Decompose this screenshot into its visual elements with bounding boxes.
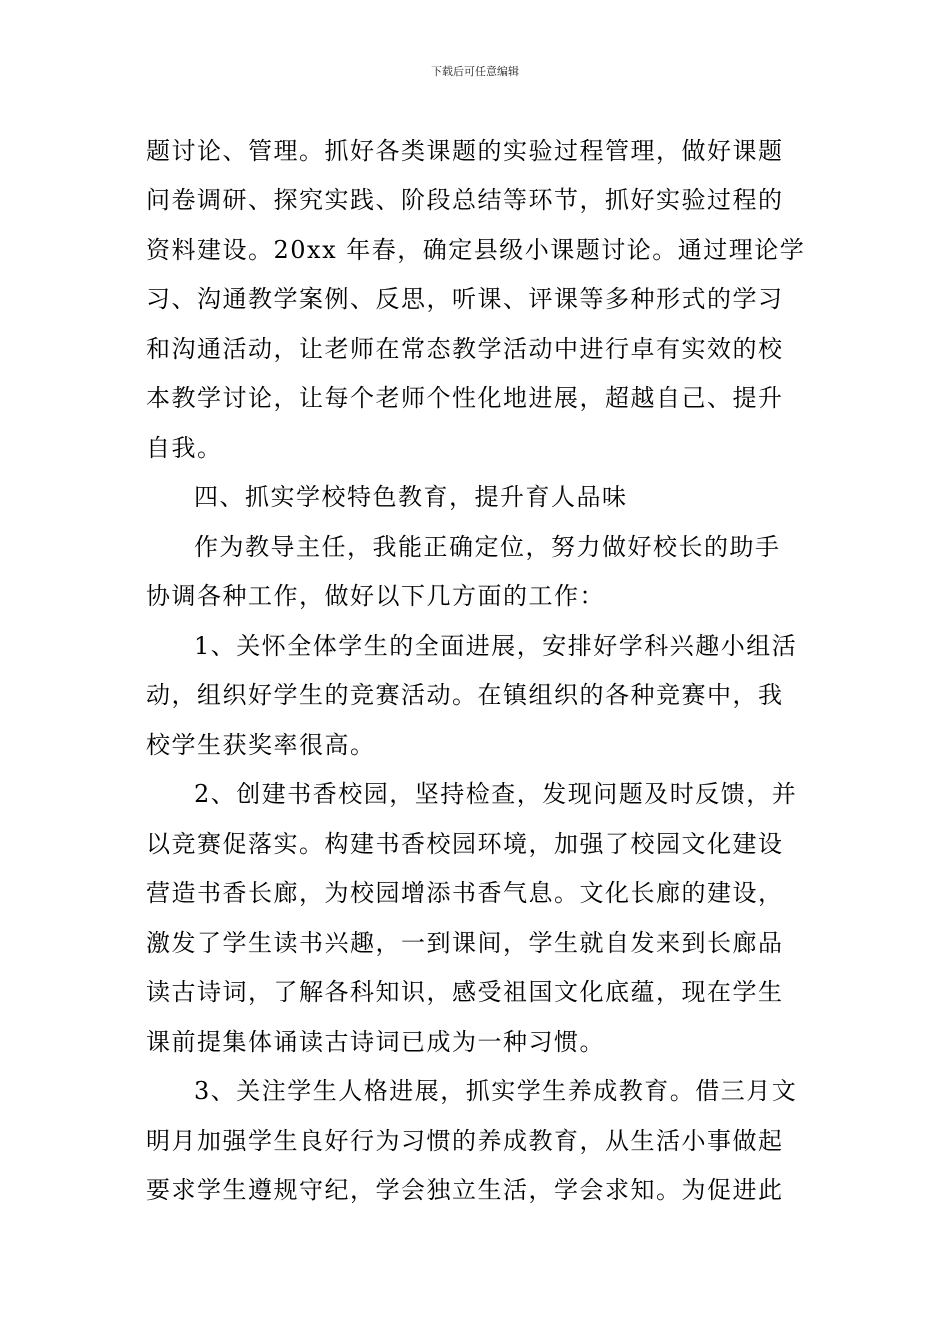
text-line: 要求学生遵规守纪，学会独立生活，学会求知。为促进此	[146, 1176, 784, 1204]
text-line: 协调各种工作，做好以下几方面的工作：	[146, 582, 605, 610]
text-line: 营造书香长廊，为校园增添书香气息。文化长廊的建设，	[146, 879, 784, 907]
text-line: 动，组织好学生的竞赛活动。在镇组织的各种竞赛中，我	[146, 681, 784, 709]
text-line: 课前提集体诵读古诗词已成为一种习惯。	[146, 1028, 605, 1056]
page-header: 下载后可任意编辑	[431, 65, 519, 78]
text-line: 和沟通活动，让老师在常态教学活动中进行卓有实效的校	[146, 335, 784, 363]
text-line: 习、沟通教学案例、反思，听课、评课等多种形式的学习	[146, 285, 784, 313]
text-line: 题讨论、管理。抓好各类课题的实验过程管理，做好课题	[146, 137, 784, 165]
text-line: 激发了学生读书兴趣，一到课间，学生就自发来到长廊品	[146, 929, 784, 957]
text-line: 1、关怀全体学生的全面进展，安排好学科兴趣小组活	[194, 632, 798, 660]
text-line: 3、关注学生人格进展，抓实学生养成教育。借三月文	[194, 1077, 798, 1105]
text-line: 2、创建书香校园，坚持检查，发现问题及时反馈，并	[194, 780, 798, 808]
text-line: 本教学讨论，让每个老师个性化地进展，超越自己、提升	[146, 384, 784, 412]
text-line: 自我。	[146, 434, 223, 462]
text-line: 以竞赛促落实。构建书香校园环境，加强了校园文化建设	[146, 830, 784, 858]
text-line: 明月加强学生良好行为习惯的养成教育，从生活小事做起	[146, 1127, 784, 1155]
section-heading: 四、抓实学校特色教育，提升育人品味	[194, 483, 628, 511]
text-line: 问卷调研、探究实践、阶段总结等环节，抓好实验过程的	[146, 186, 784, 214]
text-line: 资料建设。20xx 年春，确定县级小课题讨论。通过理论学	[146, 236, 806, 264]
text-line: 校学生获奖率很高。	[146, 731, 376, 759]
text-line: 作为教导主任，我能正确定位，努力做好校长的助手	[194, 533, 781, 561]
text-line: 读古诗词，了解各科知识，感受祖国文化底蕴，现在学生	[146, 978, 784, 1006]
